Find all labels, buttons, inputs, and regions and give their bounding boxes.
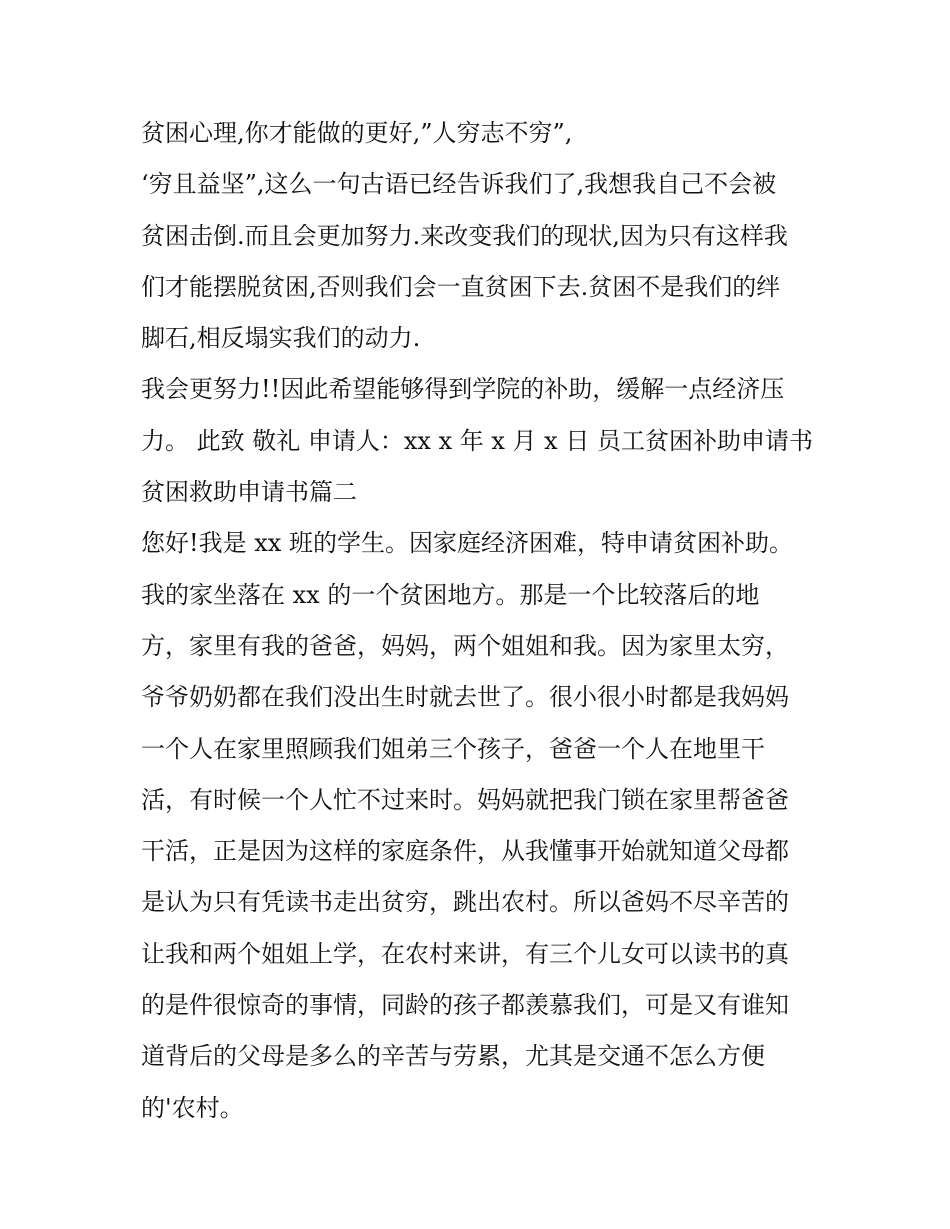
text-line-5: 脚石,相反塌实我们的动力. (141, 324, 421, 353)
text-line-19: 道背后的父母是多么的辛苦与劳累，尤其是交通不怎么方便 (141, 1042, 765, 1071)
text-line-3: 贫困击倒.而且会更加努力.来改变我们的现状,因为只有这样我 (141, 221, 788, 250)
text-line-7: 力。 此致 敬礼 申请人：xx x 年 x 月 x 日 员工贫困补助申请书 (141, 426, 813, 455)
document-body (141, 108, 821, 1134)
text-line-17: 让我和两个姐姐上学，在农村来讲，有三个儿女可以读书的真 (141, 939, 789, 968)
text-line-10: 我的家坐落在 xx 的一个贫困地方。那是一个比较落后的地 (141, 580, 760, 609)
text-line-11: 方，家里有我的爸爸，妈妈，两个姐姐和我。因为家里太穷， (141, 631, 789, 660)
text-line-9: 您好!我是 xx 班的学生。因家庭经济困难，特申请贫困补助。 (141, 529, 793, 558)
text-line-15: 干活，正是因为这样的家庭条件，从我懂事开始就知道父母都 (141, 837, 789, 866)
text-line-18: 的是件很惊奇的事情，同龄的孩子都羡慕我们，可是又有谁知 (141, 991, 789, 1020)
text-line-14: 活，有时候一个人忙不过来时。妈妈就把我门锁在家里帮爸爸 (141, 785, 789, 814)
text-line-13: 一个人在家里照顾我们姐弟三个孩子，爸爸一个人在地里干 (141, 734, 765, 763)
section-heading: 贫困救助申请书篇二 (141, 478, 357, 507)
text-line-4: 们才能摆脱贫困,否则我们会一直贫困下去.贫困不是我们的绊 (141, 272, 781, 301)
text-line-16: 是认为只有凭读书走出贫穷，跳出农村。所以爸妈不尽辛苦的 (141, 888, 789, 917)
text-line-12: 爷爷奶奶都在我们没出生时就去世了。很小很小时都是我妈妈 (141, 683, 789, 712)
text-line-2: ‘穷且益坚”,这么一句古语已经告诉我们了,我想我自己不会被 (141, 170, 777, 199)
text-line-1: 贫困心理,你才能做的更好,”人穷志不穷”, (141, 119, 573, 147)
text-line-6: 我会更努力!!因此希望能够得到学院的补助，缓解一点经济压 (141, 375, 785, 404)
text-line-20: 的'农村。 (141, 1093, 244, 1122)
